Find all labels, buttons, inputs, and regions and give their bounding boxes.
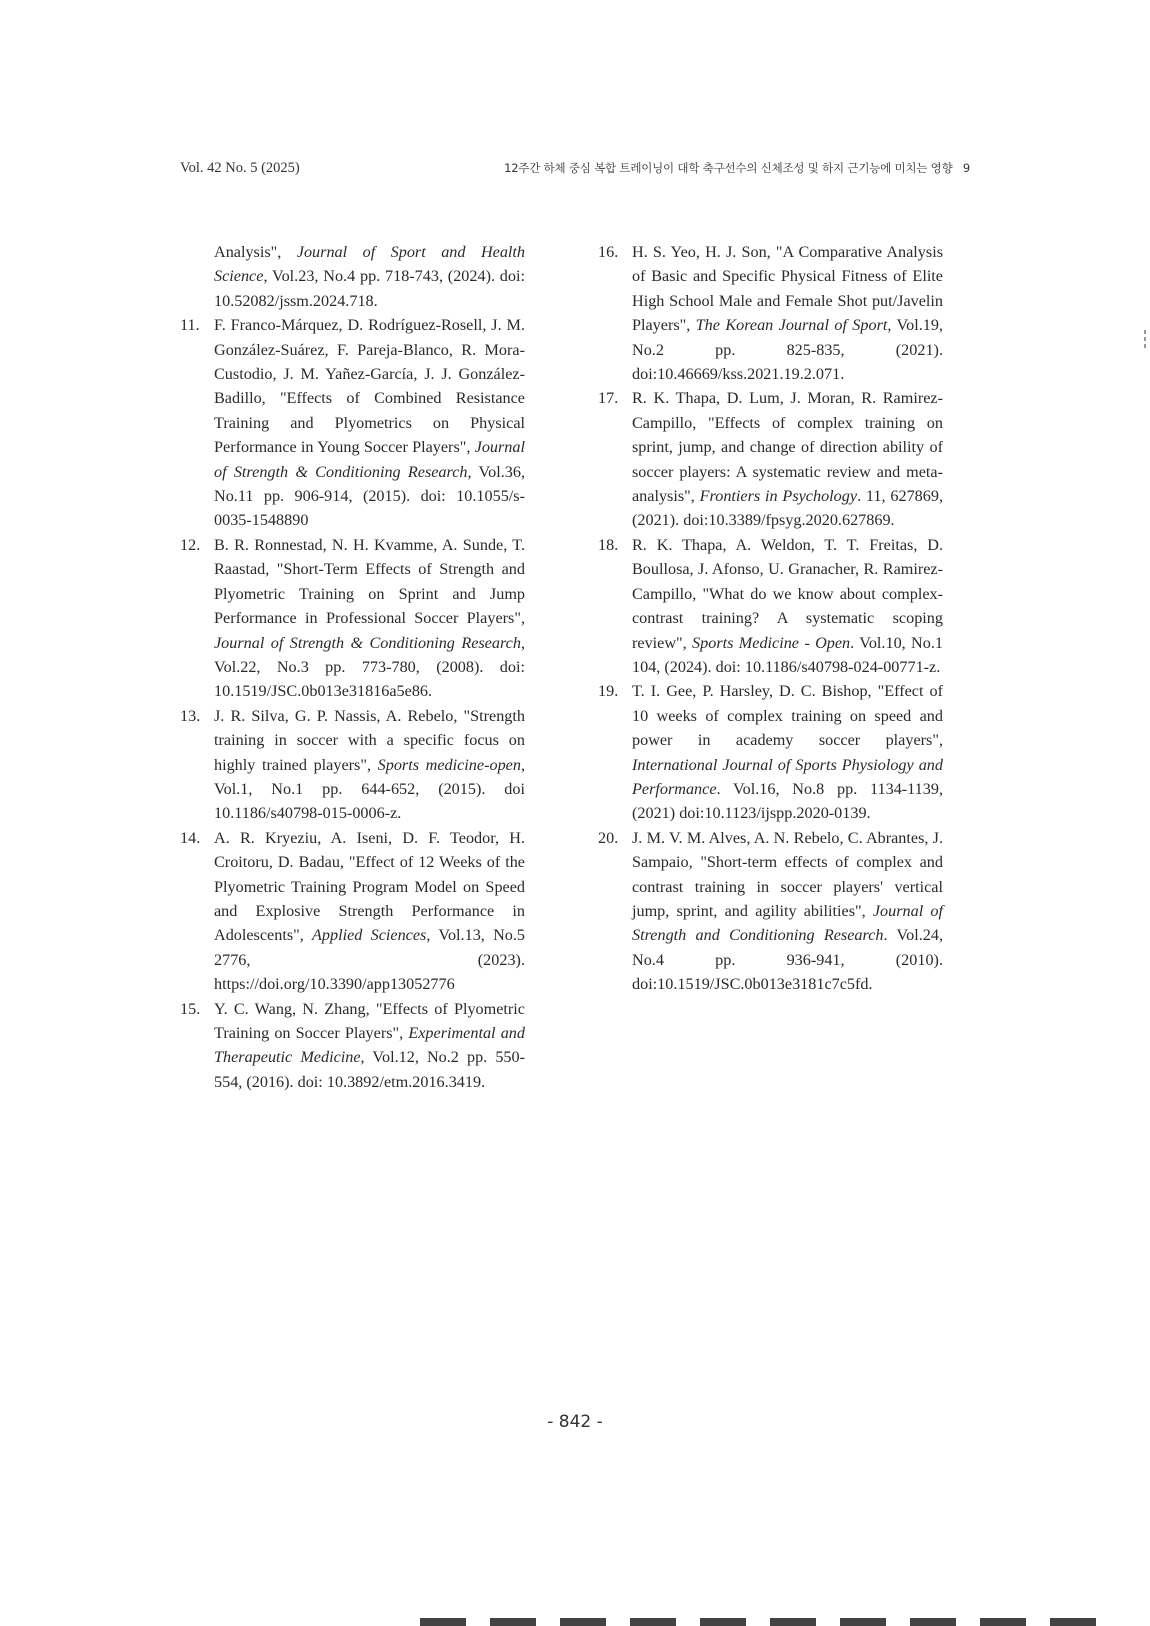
reference-column-right xyxy=(598,240,943,997)
reference-authors-title: J. R. Silva, G. P. Nassis, A. Rebelo, "Strength training in soccer with a specific focus on highly trained players", xyxy=(214,706,525,774)
reference-details: , Vol.36, No.11 pp. 906-914, (2015). doi: 10.1055/s-0035-1548890 xyxy=(214,462,525,530)
reference-journal: Journal of Strength & Conditioning Research xyxy=(214,633,521,652)
reference-journal: International Journal of Sports Physiology and Performance xyxy=(632,755,943,798)
reference-details: . 11, 627869, (2021). doi:10.3389/fpsyg.2020.627869. xyxy=(632,487,944,530)
reference-journal: Journal of Strength and Conditioning Research xyxy=(632,901,943,945)
reference-details: . Vol.10, No.1 104, (2024). doi: 10.1186/s40798-024-00771-z. xyxy=(632,633,943,676)
reference-item xyxy=(598,533,943,679)
reference-authors-title: A. R. Kryeziu, A. Iseni, D. F. Teodor, H. Croitoru, D. Badau, "Effect of 12 Weeks of the Plyometric Training Program Model on Speed and Explosive Strength Performance in Adolescents", xyxy=(214,828,525,945)
scan-bottom-strip xyxy=(420,1618,1120,1626)
reference-item xyxy=(180,997,525,1095)
reference-authors-title: T. I. Gee, P. Harsley, D. C. Bishop, "Effect of 10 weeks of complex training on speed and power in academy soccer players", xyxy=(632,682,943,750)
reference-item xyxy=(180,240,525,313)
reference-journal: Journal of Strength & Conditioning Research xyxy=(214,438,525,481)
reference-item xyxy=(598,679,943,825)
reference-journal: Sports Medicine - Open xyxy=(692,633,851,652)
footer-page-number: - 842 - xyxy=(547,1412,603,1432)
reference-details: . Vol.16, No.8 pp. 1134-1139, (2021) doi:10.1123/ijspp.2020-0139. xyxy=(632,779,943,823)
reference-journal: Journal of Sport and Health Science xyxy=(214,243,525,286)
reference-details: , Vol.13, No.5 2776, (2023). https://doi.org/10.3390/app13052776 xyxy=(214,926,526,994)
reference-journal: Applied Sciences xyxy=(312,926,427,945)
reference-journal: The Korean Journal of Sport xyxy=(695,316,888,335)
reference-number: 13. xyxy=(180,706,201,725)
reference-details: , Vol.23, No.4 pp. 718-743, (2024). doi: 10.52082/jssm.2024.718. xyxy=(214,267,525,310)
reference-authors-title: B. R. Ronnestad, N. H. Kvamme, A. Sunde, T. Raastad, "Short-Term Effects of Strength and Plyometric Training on Sprint and Jump Performance in Professional Soccer Players", xyxy=(214,535,525,628)
reference-authors-title: R. K. Thapa, D. Lum, J. Moran, R. Ramirez-Campillo, "Effects of complex training on sprint, jump, and change of direction ability of soccer players: A systematic review and meta-analysis", xyxy=(632,389,943,506)
reference-details: , Vol.12, No.2 pp. 550-554, (2016). doi: 10.3892/etm.2016.3419. xyxy=(214,1048,525,1091)
reference-journal: Experimental and Therapeutic Medicine xyxy=(214,1024,525,1067)
reference-item xyxy=(598,826,943,997)
running-title-text: 12주간 하체 중심 복합 트레이닝이 대학 축구선수의 신체조성 및 하지 근기능에 미치는 영향 xyxy=(504,161,953,175)
reference-details: , Vol.19, No.2 pp. 825-835, (2021). doi:10.46669/kss.2021.19.2.071. xyxy=(632,316,943,384)
reference-details: , Vol.1, No.1 pp. 644-652, (2015). doi 10.1186/s40798-015-0006-z. xyxy=(214,755,525,823)
reference-item xyxy=(598,240,943,386)
page-footer xyxy=(0,1412,1150,1432)
reference-authors-title: F. Franco-Márquez, D. Rodríguez-Rosell, J. M. González-Suárez, F. Pareja-Blanco, R. Mora-Custodio, J. M. Yañez-García, J. J. González-Badillo, "Effects of Combined Resistance Training and Plyometrics on Physical Performance in Young Soccer Players", xyxy=(214,316,525,457)
reference-journal: Sports medicine-open xyxy=(377,755,521,774)
reference-number: 20. xyxy=(598,828,619,847)
header-page-number: 9 xyxy=(962,161,970,175)
reference-item xyxy=(180,704,525,826)
reference-item xyxy=(180,313,525,533)
reference-number: 19. xyxy=(598,682,619,701)
reference-column-left xyxy=(180,240,525,1094)
reference-details: , Vol.22, No.3 pp. 773-780, (2008). doi: 10.1519/JSC.0b013e31816a5e86. xyxy=(214,633,525,701)
reference-number: 12. xyxy=(180,535,201,554)
reference-number: 14. xyxy=(180,828,201,847)
reference-journal: Frontiers in Psychology xyxy=(699,487,858,506)
running-header xyxy=(180,160,970,184)
running-title xyxy=(504,160,970,176)
reference-number: 11. xyxy=(180,316,200,335)
scan-edge-marks xyxy=(1144,330,1148,351)
reference-details: . Vol.24, No.4 pp. 936-941, (2010). doi:10.1519/JSC.0b013e3181c7c5fd. xyxy=(632,926,944,994)
reference-item xyxy=(180,826,525,997)
reference-number: 18. xyxy=(598,535,619,554)
reference-item xyxy=(598,386,943,532)
reference-number: 16. xyxy=(598,243,619,261)
reference-authors-title: J. M. V. M. Alves, A. N. Rebelo, C. Abrantes, J. Sampaio, "Short-term effects of complex and contrast training in soccer players' vertical jump, sprint, and agility abilities", xyxy=(632,828,943,920)
volume-info: Vol. 42 No. 5 (2025) xyxy=(180,160,300,176)
reference-item xyxy=(180,533,525,704)
reference-authors-title: H. S. Yeo, H. J. Son, "A Comparative Analysis of Basic and Specific Physical Fitness of Elite High School Male and Female Shot put/Javelin Players", xyxy=(632,243,943,335)
reference-authors-title: Analysis", xyxy=(214,243,297,261)
reference-authors-title: Y. C. Wang, N. Zhang, "Effects of Plyometric Training on Soccer Players", xyxy=(214,999,525,1042)
reference-number: 15. xyxy=(180,999,201,1018)
reference-authors-title: R. K. Thapa, A. Weldon, T. T. Freitas, D. Boullosa, J. Afonso, U. Granacher, R. Ramirez-Campillo, "What do we know about complex-contrast training? A systematic scoping review", xyxy=(632,535,943,652)
reference-number: 17. xyxy=(598,389,619,408)
